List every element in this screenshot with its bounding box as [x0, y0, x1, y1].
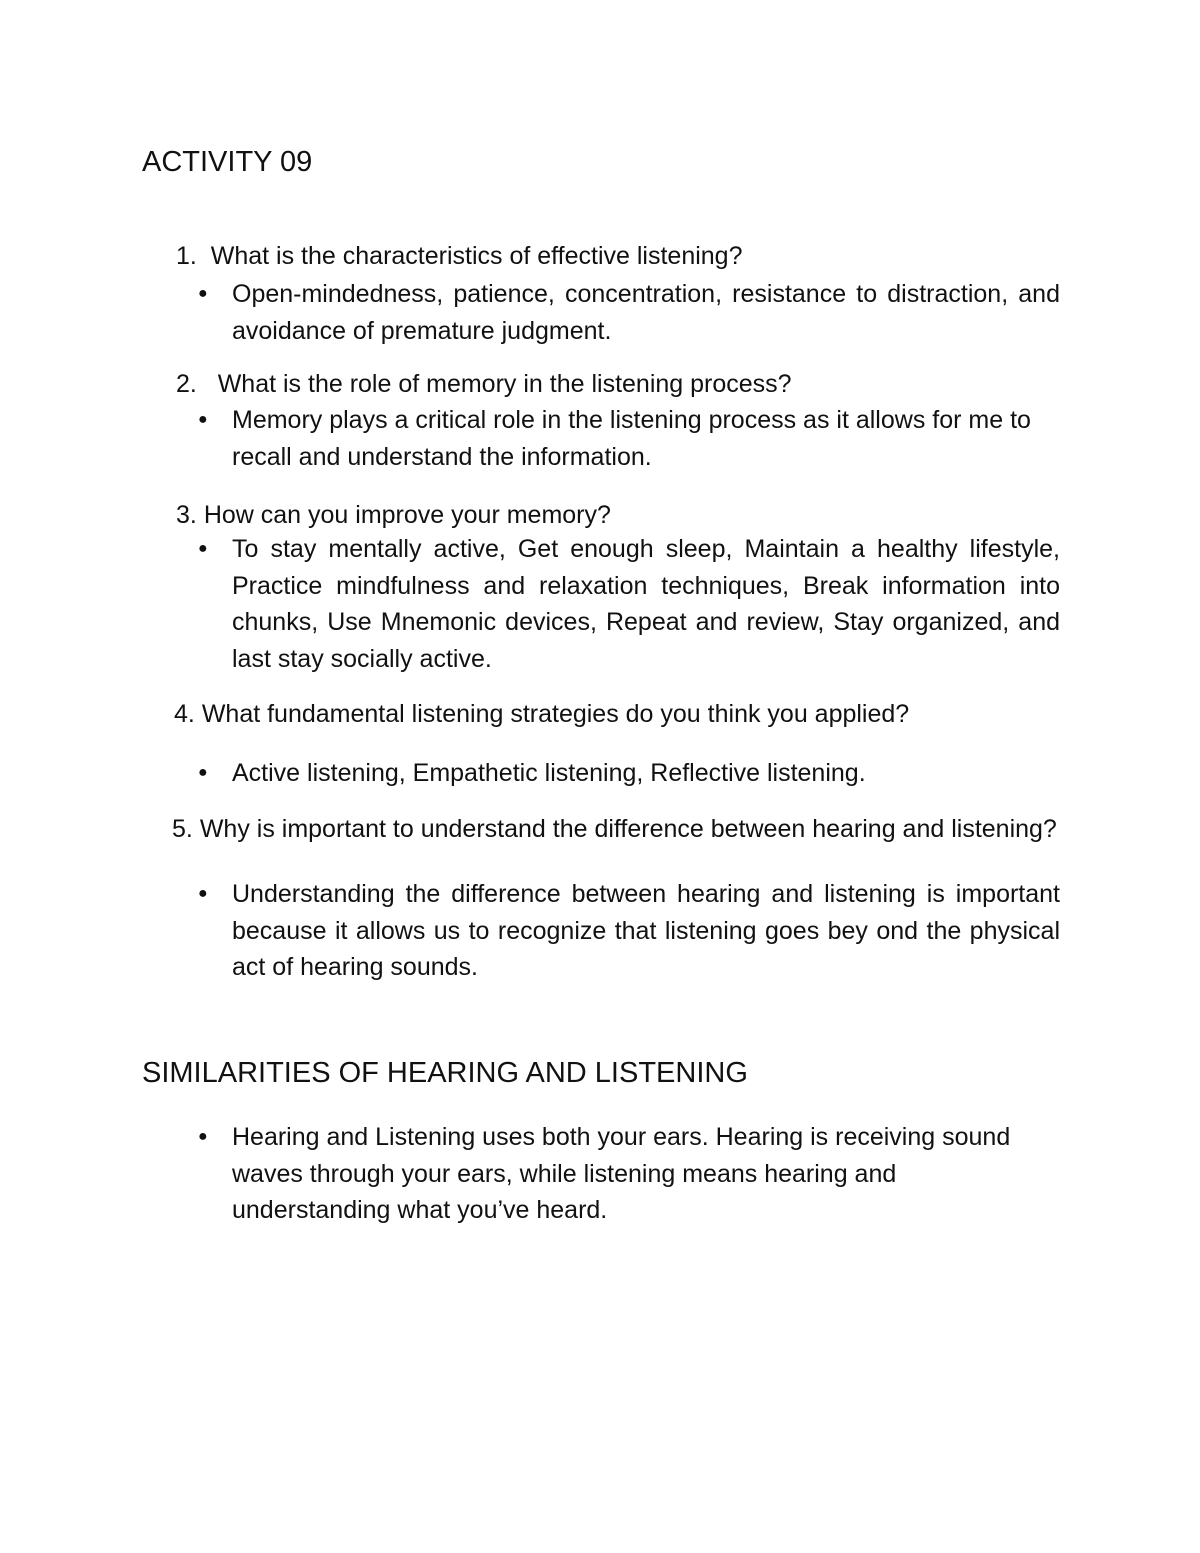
- question-5-text: Why is important to understand the difference between hearing and listening?: [199, 815, 1057, 843]
- bullet-icon: ●: [198, 411, 208, 428]
- bullet-icon: ●: [198, 285, 208, 302]
- question-5: [142, 817, 1060, 841]
- question-1: [176, 240, 743, 272]
- answer-5: [198, 876, 1060, 986]
- bullet-icon: ●: [198, 885, 208, 902]
- similarities-item: [198, 1119, 1028, 1229]
- bullet-icon: ●: [198, 540, 208, 557]
- question-3: [176, 499, 611, 531]
- answer-3: [198, 531, 1060, 677]
- question-2: [176, 368, 792, 400]
- bullet-icon: ●: [198, 1128, 208, 1145]
- question-4-number: 4.: [174, 700, 195, 728]
- question-2-number: 2.: [176, 370, 197, 398]
- answer-2: [198, 402, 1060, 475]
- answer-1-text: Open-mindedness, patience, concentration, resistance to distraction, and avoidance of premature judgment.: [232, 280, 1060, 345]
- question-1-text: What is the characteristics of effective listening?: [210, 242, 743, 270]
- question-3-number: 3.: [176, 501, 197, 529]
- bullet-icon: ●: [198, 764, 208, 781]
- answer-4-text: Active listening, Empathetic listening, Reflective listening.: [232, 759, 866, 787]
- question-2-text: What is the role of memory in the listening process?: [217, 370, 792, 398]
- question-1-number: 1.: [176, 242, 197, 270]
- question-3-text: How can you improve your memory?: [203, 501, 611, 529]
- answer-3-text: To stay mentally active, Get enough sleep, Maintain a healthy lifestyle, Practice mindfulness and relaxation techniques, Break information into chunks, Use Mnemonic devices, Repeat and review, Stay organized, and last stay socially active.: [232, 535, 1060, 673]
- answer-5-text: Understanding the difference between hearing and listening is important because it allows us to recognize that listening goes bey ond the physical act of hearing sounds.: [232, 880, 1060, 981]
- question-5-number: 5.: [172, 815, 193, 843]
- answer-1: [198, 276, 1060, 349]
- answer-2-text: Memory plays a critical role in the listening process as it allows for me to recall and understand the information.: [232, 406, 1031, 471]
- question-4-text: What fundamental listening strategies do you think you applied?: [201, 700, 910, 728]
- similarities-item-text: Hearing and Listening uses both your ears. Hearing is receiving sound waves through your ears, while listening means hearing and understanding what you’ve heard.: [232, 1123, 1011, 1224]
- section-heading: SIMILARITIES OF HEARING AND LISTENING: [142, 1057, 748, 1089]
- question-4: [174, 698, 909, 730]
- page-title: ACTIVITY 09: [142, 146, 313, 178]
- answer-4: [198, 755, 1060, 792]
